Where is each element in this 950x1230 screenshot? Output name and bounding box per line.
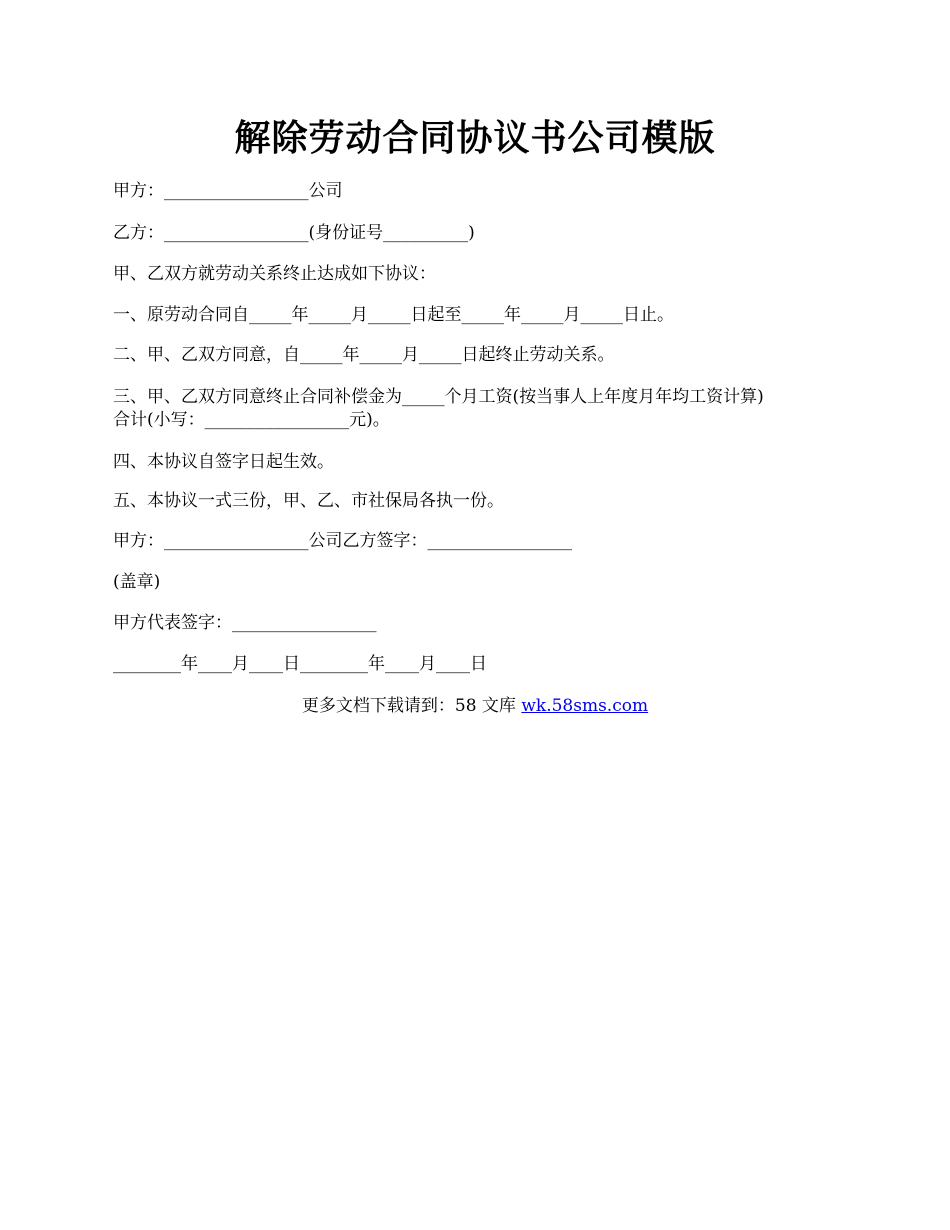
clause-four: 四、本协议自签字日起生效。 bbox=[113, 452, 334, 472]
signature-line: 甲方：_________________公司乙方签字：_________________ bbox=[113, 531, 572, 551]
clause-two: 二、甲、乙双方同意，自_____年_____月_____日起终止劳动关系。 bbox=[113, 345, 615, 365]
clause-three-total: 合计(小写：_________________元)。 bbox=[113, 410, 390, 430]
date-line: ________年____月____日________年____月____日 bbox=[113, 654, 487, 674]
representative-signature: 甲方代表签字：_________________ bbox=[113, 613, 377, 633]
footer-link[interactable]: wk.58sms.com bbox=[521, 696, 649, 716]
clause-five: 五、本协议一式三份，甲、乙、市社保局各执一份。 bbox=[113, 491, 504, 511]
footer-text: 更多文档下载请到：58 文库 bbox=[301, 696, 522, 716]
footer bbox=[0, 694, 950, 718]
party-b-line: 乙方：_________________(身份证号__________) bbox=[113, 223, 475, 243]
agreement-intro: 甲、乙双方就劳动关系终止达成如下协议： bbox=[113, 264, 436, 284]
seal-note: (盖章) bbox=[113, 572, 161, 592]
clause-one: 一、原劳动合同自_____年_____月_____日起至_____年_____月_____日止。 bbox=[113, 305, 674, 325]
document-title: 解除劳动合同协议书公司模版 bbox=[234, 117, 716, 159]
party-a-line: 甲方：_________________公司 bbox=[113, 181, 343, 201]
clause-three: 三、甲、乙双方同意终止合同补偿金为_____个月工资(按当事人上年度月年均工资计算) bbox=[113, 387, 764, 407]
